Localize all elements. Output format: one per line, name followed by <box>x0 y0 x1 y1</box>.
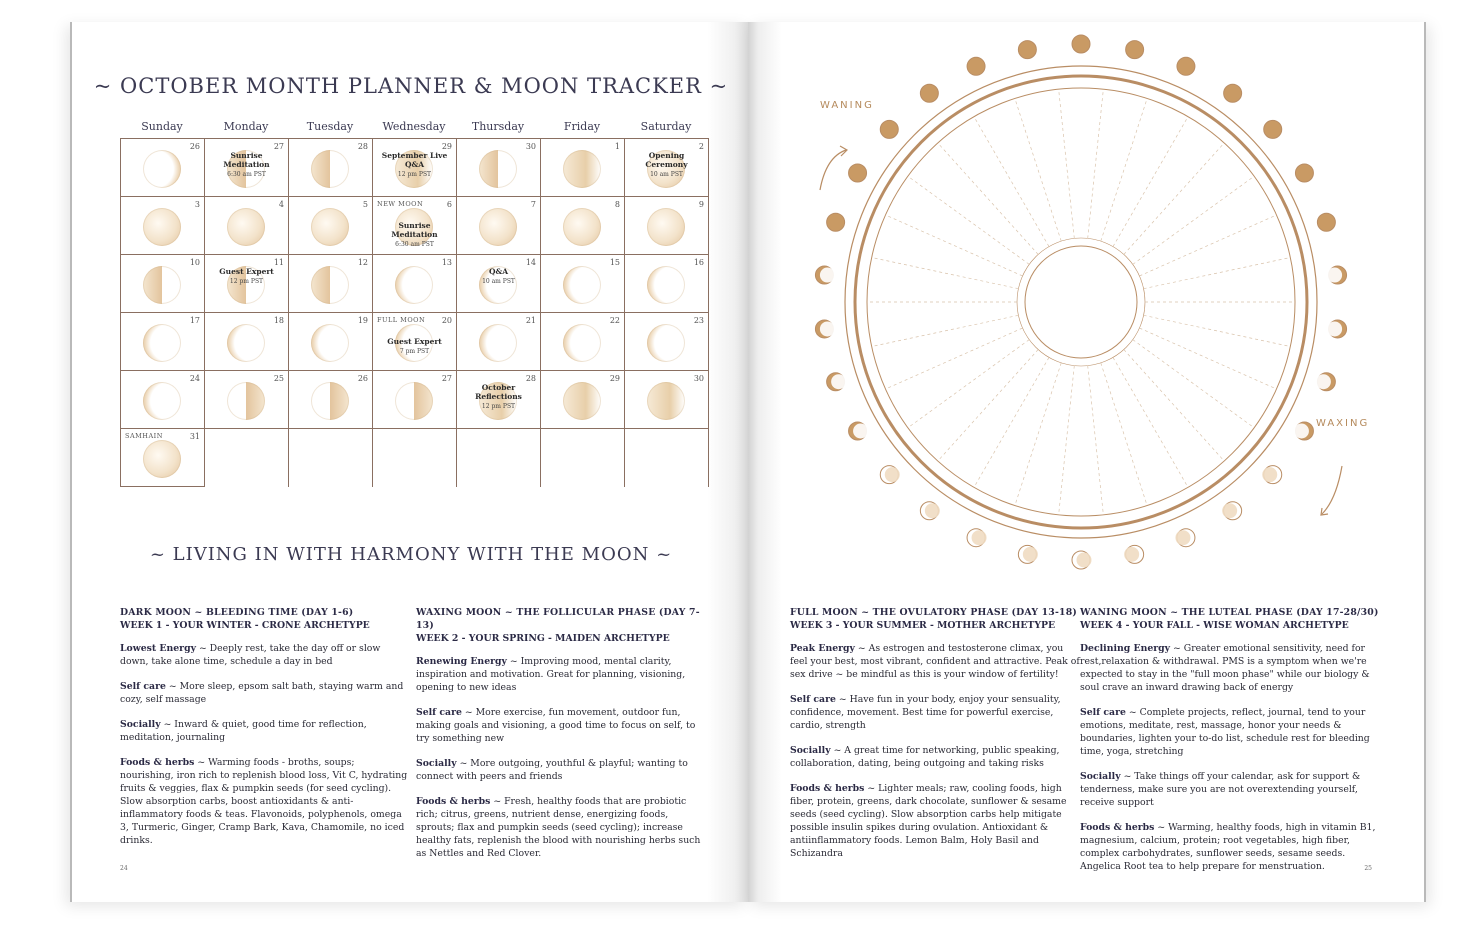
day-cell <box>457 313 541 371</box>
wheel-moon-shadow <box>1023 547 1038 562</box>
waning-arrow <box>820 150 846 190</box>
day-number: 30 <box>693 374 704 383</box>
moon-phase-icon <box>563 208 601 246</box>
wheel-moon-icon <box>1018 41 1036 59</box>
calendar-event <box>209 151 284 179</box>
wheel-moon-shadow <box>1294 424 1309 439</box>
wheel-center-ring <box>1025 246 1137 358</box>
paragraph-text: ~ More outgoing, youthful & playful; wanting to connect with peers and friends <box>416 758 688 782</box>
wheel-moon-shadow <box>885 467 900 482</box>
column-subheading: WEEK 1 - YOUR WINTER - CRONE ARCHETYPE <box>120 620 370 631</box>
day-number: 22 <box>609 316 620 325</box>
phase-paragraph <box>416 795 706 860</box>
wheel-spoke <box>1139 328 1276 389</box>
day-cell <box>541 197 625 255</box>
day-cell <box>457 197 541 255</box>
day-cell <box>121 255 205 313</box>
wheel-moon-icon <box>967 57 985 75</box>
wheel-moon-shadow <box>1175 530 1190 545</box>
day-cell <box>373 313 457 371</box>
wheel-spoke <box>1144 315 1291 346</box>
day-cell <box>289 197 373 255</box>
moon-phase-icon <box>311 150 349 188</box>
empty-day-cell <box>541 429 625 487</box>
event-title: Q&A <box>488 267 509 276</box>
moon-phase-icon <box>563 150 601 188</box>
wheel-moon-icon <box>1295 164 1313 182</box>
moon-phase-icon <box>647 324 685 362</box>
wheel-moon-shadow <box>853 424 868 439</box>
empty-day-cell <box>205 429 289 487</box>
day-number: 24 <box>189 374 200 383</box>
phase-paragraph <box>120 680 410 706</box>
day-cell <box>205 371 289 429</box>
wheel-spoke <box>886 215 1023 276</box>
dark-moon-column <box>120 606 410 859</box>
full-moon-column <box>790 606 1080 872</box>
paragraph-label: Foods & herbs <box>120 757 195 768</box>
day-number: 11 <box>273 258 284 267</box>
right-page <box>748 22 1426 902</box>
wheel-spoke <box>1113 357 1188 487</box>
day-number: 7 <box>530 200 536 209</box>
weekday-header <box>120 120 708 138</box>
wheel-moon-icon <box>880 120 898 138</box>
wheel-moon-icon <box>1224 84 1242 102</box>
day-number: 23 <box>693 316 704 325</box>
day-cell <box>457 255 541 313</box>
wheel-moon-shadow <box>1316 374 1331 389</box>
paragraph-label: Self care <box>120 681 166 692</box>
moon-phase-icon <box>479 150 517 188</box>
paragraph-text: ~ More sleep, epsom salt bath, staying warm and cozy, self massage <box>120 681 404 705</box>
day-cell <box>121 139 205 197</box>
day-cell <box>289 255 373 313</box>
moon-phase-icon <box>311 382 349 420</box>
day-number: 8 <box>614 200 620 209</box>
moon-phase-icon <box>143 382 181 420</box>
day-number: 10 <box>189 258 200 267</box>
moon-phase-icon <box>479 208 517 246</box>
paragraph-text: ~ Warming foods - broths, soups; nourishing, iron rich to replenish blood loss, Vit C, hydrating fruits & veggies, flax & pumpkin seeds (for seed cycling). Slow absorption carbs, boost antioxidants & anti-inflammatory foods & teas. Flavonoids, polyphenols, omega 3, Turmeric, Ginger, Cramp Bark, Kava, Chamomile, no iced drinks. <box>120 757 408 846</box>
day-cell <box>121 429 205 487</box>
day-number: 5 <box>362 200 368 209</box>
moon-phase-icon <box>647 266 685 304</box>
day-tag: NEW MOON <box>377 200 424 208</box>
event-title: Guest Expert <box>387 337 442 346</box>
weekday-label: Wednesday <box>382 120 446 133</box>
moon-phase-icon <box>143 208 181 246</box>
day-cell <box>373 255 457 313</box>
paragraph-text: ~ Take things off your calendar, ask for support & tenderness, make sure you are not overextending yourself, receive support <box>1080 771 1361 808</box>
moon-phase-icon <box>563 266 601 304</box>
wheel-outer-ring <box>845 66 1317 538</box>
wheel-spoke <box>1133 176 1254 264</box>
day-number: 19 <box>357 316 368 325</box>
day-number: 27 <box>441 374 452 383</box>
calendar-event <box>209 267 284 286</box>
paragraph-label: Socially <box>416 758 457 769</box>
moon-phase-icon <box>311 324 349 362</box>
day-number: 30 <box>525 142 536 151</box>
phase-paragraph <box>416 757 706 783</box>
moon-phase-icon <box>311 266 349 304</box>
wheel-moon-shadow <box>972 530 987 545</box>
wheel-moon-shadow <box>831 374 846 389</box>
event-time: 12 pm PST <box>397 171 432 178</box>
moon-phase-icon <box>143 440 181 478</box>
empty-day-cell <box>289 429 373 487</box>
wheel-spoke <box>1088 89 1104 238</box>
calendar-event <box>377 221 452 249</box>
day-cell <box>457 139 541 197</box>
paragraph-label: Foods & herbs <box>790 783 865 794</box>
moon-phase-icon <box>395 382 433 420</box>
day-cell <box>121 371 205 429</box>
wheel-moon-shadow <box>820 321 835 336</box>
paragraph-label: Peak Energy <box>790 643 855 654</box>
day-number: 21 <box>525 316 536 325</box>
day-number: 27 <box>273 142 284 151</box>
wheel-moon-shadow <box>1327 268 1342 283</box>
wheel-spoke <box>1059 366 1075 515</box>
day-cell <box>625 255 709 313</box>
paragraph-label: Renewing Energy <box>416 656 507 667</box>
empty-day-cell <box>457 429 541 487</box>
event-time: 10 am PST <box>650 171 683 178</box>
wheel-spoke <box>974 117 1049 247</box>
day-cell <box>373 139 457 197</box>
paragraph-text: ~ Complete projects, reflect, journal, tend to your emotions, meditate, rest, massage, honor your needs & boundaries, lighten your to-do list, schedule rest for bleeding time, yoga, stretching <box>1080 707 1370 757</box>
day-number: 1 <box>614 142 620 151</box>
day-number: 17 <box>189 316 200 325</box>
day-cell <box>457 371 541 429</box>
harmony-title: ~ LIVING IN WITH HARMONY WITH THE MOON ~ <box>149 544 673 565</box>
calendar-event <box>377 151 452 179</box>
event-title: Sunrise Meditation <box>391 221 438 239</box>
moon-phase-icon <box>479 324 517 362</box>
moon-phase-icon <box>647 382 685 420</box>
weekday-label: Tuesday <box>306 120 354 133</box>
day-cell <box>205 197 289 255</box>
day-cell <box>121 197 205 255</box>
paragraph-label: Self care <box>790 694 836 705</box>
moon-phase-icon <box>143 324 181 362</box>
moon-calendar <box>120 120 708 487</box>
day-number: 20 <box>441 316 452 325</box>
paragraph-label: Socially <box>1080 771 1121 782</box>
weekday-label: Saturday <box>640 120 692 133</box>
wheel-moon-shadow <box>1124 547 1139 562</box>
wheel-spoke <box>1015 363 1061 506</box>
wheel-spoke <box>1113 117 1188 247</box>
phase-paragraph <box>790 782 1080 860</box>
day-cell <box>541 313 625 371</box>
waxing-moon-column <box>416 606 706 872</box>
moon-phase-icon <box>311 208 349 246</box>
wheel-spoke <box>1015 98 1061 241</box>
day-tag: FULL MOON <box>377 316 426 324</box>
wheel-spoke <box>872 315 1019 346</box>
day-cell <box>205 313 289 371</box>
paragraph-label: Self care <box>1080 707 1126 718</box>
wheel-moon-shadow <box>1077 553 1092 568</box>
paragraph-text: ~ More exercise, fun movement, outdoor fun, making goals and visioning, a good time to focus on self, to try something new <box>416 707 696 744</box>
event-time: 6:30 am PST <box>227 171 266 178</box>
paragraph-label: Foods & herbs <box>416 796 491 807</box>
phase-paragraph <box>790 744 1080 770</box>
paragraph-text: ~ A great time for networking, public speaking, collaboration, dating, being outgoing and taking risks <box>790 745 1060 769</box>
event-time: 7 pm PST <box>399 348 430 355</box>
day-number: 16 <box>693 258 704 267</box>
day-number: 28 <box>357 142 368 151</box>
paragraph-label: Socially <box>790 745 831 756</box>
event-title: Sunrise Meditation <box>223 151 270 169</box>
phase-paragraph <box>416 706 706 745</box>
day-tag: SAMHAIN <box>125 432 163 440</box>
phase-paragraph <box>790 693 1080 732</box>
event-title: October Reflections <box>475 383 522 401</box>
weekday-label: Sunday <box>141 120 183 133</box>
day-number: 25 <box>273 374 284 383</box>
moon-phase-icon <box>395 266 433 304</box>
wheel-spoke <box>1144 258 1291 289</box>
phase-paragraph <box>120 756 410 847</box>
wheel-moon-shadow <box>820 268 835 283</box>
moon-phase-icon <box>143 266 181 304</box>
phase-paragraph <box>1080 770 1380 809</box>
wheel-spoke <box>1124 350 1224 461</box>
day-cell <box>625 313 709 371</box>
column-subheading: WEEK 3 - YOUR SUMMER - MOTHER ARCHETYPE <box>790 620 1056 631</box>
wheel-moon-icon <box>1126 41 1144 59</box>
wheel-moon-shadow <box>925 503 940 518</box>
moon-phase-icon <box>227 382 265 420</box>
calendar-event <box>461 267 536 286</box>
day-cell <box>289 371 373 429</box>
column-subheading: WEEK 4 - YOUR FALL - WISE WOMAN ARCHETYPE <box>1080 620 1349 631</box>
column-heading: FULL MOON ~ THE OVULATORY PHASE (DAY 13-18) <box>790 607 1077 618</box>
wheel-moon-shadow <box>1262 467 1277 482</box>
wheel-moon-icon <box>827 213 845 231</box>
day-cell <box>541 139 625 197</box>
moon-phase-icon <box>563 382 601 420</box>
day-cell <box>625 371 709 429</box>
wheel-moon-icon <box>1264 120 1282 138</box>
phase-paragraph <box>120 718 410 744</box>
wheel-moon-shadow <box>1222 503 1237 518</box>
wheel-spoke <box>1124 143 1224 254</box>
phase-paragraph <box>1080 706 1380 758</box>
wheel-spoke <box>886 328 1023 389</box>
wheel-moon-icon <box>1072 35 1090 53</box>
day-number: 13 <box>441 258 452 267</box>
day-cell <box>625 139 709 197</box>
weekday-label: Monday <box>223 120 269 133</box>
column-heading: WANING MOON ~ THE LUTEAL PHASE (DAY 17-28/30) <box>1080 607 1379 618</box>
day-cell <box>541 371 625 429</box>
event-time: 6:30 am PST <box>395 241 434 248</box>
wheel-spoke <box>1101 98 1147 241</box>
day-cell <box>289 313 373 371</box>
event-time: 12 pm PST <box>481 403 516 410</box>
waxing-arrow <box>1322 466 1342 514</box>
phase-paragraph <box>1080 821 1380 873</box>
event-title: Guest Expert <box>219 267 274 276</box>
paragraph-label: Self care <box>416 707 462 718</box>
event-title: September Live Q&A <box>381 151 448 169</box>
day-cell <box>625 197 709 255</box>
column-heading: WAXING MOON ~ THE FOLLICULAR PHASE (DAY 7-13) <box>416 607 700 631</box>
paragraph-text: ~ Deeply rest, take the day off or slow down, take alone time, schedule a day in bed <box>120 643 381 667</box>
paragraph-label: Declining Energy <box>1080 643 1171 654</box>
moon-phase-icon <box>143 150 181 188</box>
waning-label: WANING <box>820 100 874 111</box>
paragraph-label: Foods & herbs <box>1080 822 1155 833</box>
day-cell <box>289 139 373 197</box>
day-cell <box>541 255 625 313</box>
day-number: 18 <box>273 316 284 325</box>
day-number: 28 <box>525 374 536 383</box>
event-time: 10 am PST <box>482 278 515 285</box>
wheel-moon-shadow <box>1327 321 1342 336</box>
day-number: 29 <box>441 142 452 151</box>
wheel-spoke <box>908 176 1029 264</box>
wheel-spoke <box>872 258 1019 289</box>
day-number: 15 <box>609 258 620 267</box>
moon-phase-icon <box>563 324 601 362</box>
day-number: 2 <box>698 142 704 151</box>
wheel-spoke <box>1101 363 1147 506</box>
paragraph-label: Socially <box>120 719 161 730</box>
paragraph-text: ~ As estrogen and testosterone climax, you feel your best, most vibrant, confident and attractive. Peak of sex drive ~ be mindful as this is your window of fertility! <box>790 643 1080 680</box>
wheel-spoke <box>1059 89 1075 238</box>
phase-paragraph <box>790 642 1080 681</box>
paragraph-label: Lowest Energy <box>120 643 196 654</box>
paragraph-text: ~ Inward & quiet, good time for reflection, meditation, journaling <box>120 719 367 743</box>
day-cell <box>373 197 457 255</box>
day-cell <box>205 255 289 313</box>
day-number: 12 <box>357 258 368 267</box>
day-number: 26 <box>189 142 200 151</box>
paragraph-text: ~ Have fun in your body, enjoy your sensuality, confidence, movement. Best time for powerful exercise, cardio, strength <box>790 694 1061 731</box>
day-number: 3 <box>194 200 200 209</box>
wheel-spoke <box>1088 366 1104 515</box>
wheel-spoke <box>974 357 1049 487</box>
left-page <box>70 22 748 902</box>
wheel-moon-icon <box>920 84 938 102</box>
day-number: 4 <box>278 200 284 209</box>
moon-phase-icon <box>647 208 685 246</box>
day-number: 9 <box>698 200 704 209</box>
weekday-label: Thursday <box>471 120 525 133</box>
wheel-moon-icon <box>1177 57 1195 75</box>
wheel-moon-icon <box>849 164 867 182</box>
calendar-grid <box>120 138 709 487</box>
empty-day-cell <box>373 429 457 487</box>
phase-paragraph <box>416 655 706 694</box>
event-time: 12 pm PST <box>229 278 264 285</box>
wheel-spoke <box>1133 340 1254 428</box>
day-cell <box>121 313 205 371</box>
paragraph-text: ~ Fresh, healthy foods that are probiotic rich; citrus, greens, nutrient dense, energizing foods, sprouts; flax and pumpkin seeds (seed cycling); increase healthy fats, replenish the blood with nourishing herbs such as Nettles and Red Clover. <box>416 796 701 859</box>
waning-moon-column <box>1080 606 1380 885</box>
day-number: 31 <box>189 432 200 441</box>
day-number: 6 <box>446 200 452 209</box>
paragraph-text: ~ Warming, healthy foods, high in vitamin B1, magnesium, calcium, protein; root vegetables, high fiber, complex carbohydrates, sunflower seeds, sesame seeds. Angelica Root tea to help prepare for menstruation. <box>1080 822 1376 872</box>
column-heading: DARK MOON ~ BLEEDING TIME (DAY 1-6) <box>120 607 354 618</box>
calendar-event <box>629 151 704 179</box>
day-number: 26 <box>357 374 368 383</box>
day-number: 14 <box>525 258 536 267</box>
paragraph-text: ~ Lighter meals; raw, cooling foods, high fiber, protein, greens, dark chocolate, sunflower & sesame seeds (seed cycling). Slow absorption carbs help mitigate possible insulin spikes during ovulation. Antioxidant & antiinflammatory foods. Lemon Balm, Holy Basil and Schizandra <box>790 783 1067 859</box>
wheel-spoke <box>908 340 1029 428</box>
wheel-spoke <box>1139 215 1276 276</box>
page-number: 24 <box>120 865 128 872</box>
calendar-event <box>377 337 452 356</box>
phase-paragraph <box>1080 642 1380 694</box>
empty-day-cell <box>625 429 709 487</box>
weekday-label: Friday <box>563 120 601 133</box>
wheel-center-ring-outer <box>1017 238 1145 366</box>
paragraph-text: ~ Greater emotional sensitivity, need for rest,relaxation & withdrawal. PMS is a symptom when we're expected to stay in the "full moon phase" while our biology & soul crave an inward drawing back of energy <box>1080 643 1370 693</box>
planner-title: ~ OCTOBER MONTH PLANNER & MOON TRACKER ~ <box>93 74 729 98</box>
column-subheading: WEEK 2 - YOUR SPRING - MAIDEN ARCHETYPE <box>416 633 670 644</box>
event-title: Opening Ceremony <box>645 151 688 169</box>
day-cell <box>205 139 289 197</box>
waxing-label: WAXING <box>1316 418 1370 429</box>
day-cell <box>373 371 457 429</box>
page-number: 25 <box>1364 865 1372 872</box>
day-number: 29 <box>609 374 620 383</box>
moon-phase-icon <box>227 208 265 246</box>
wheel-spoke <box>938 143 1038 254</box>
phase-paragraph <box>120 642 410 668</box>
moon-phase-icon <box>227 324 265 362</box>
wheel-main-ring <box>855 76 1307 528</box>
paragraph-text: ~ Improving mood, mental clarity, inspiration and motivation. Great for planning, visioning, opening to new ideas <box>416 656 686 693</box>
wheel-spoke <box>938 350 1038 461</box>
calendar-event <box>461 383 536 411</box>
wheel-moon-icon <box>1317 213 1335 231</box>
